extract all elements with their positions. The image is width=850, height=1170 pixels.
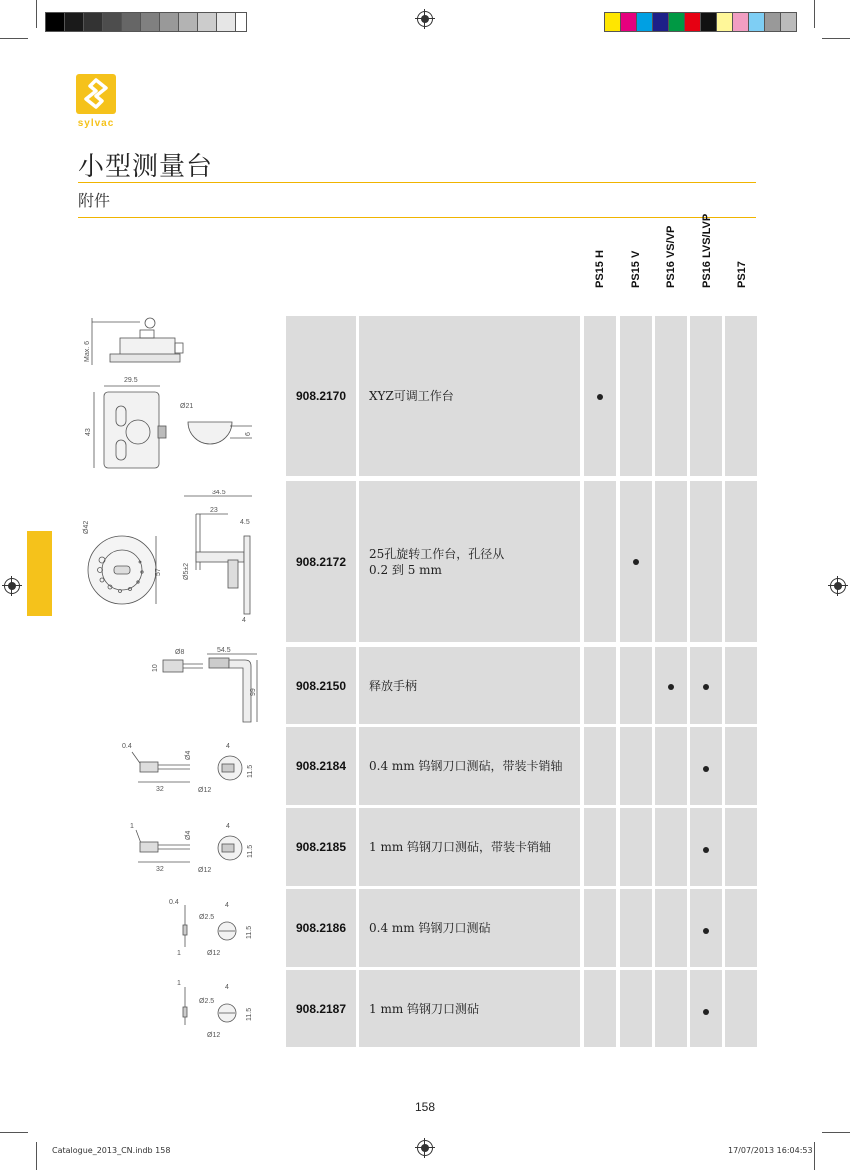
subtitle-rule (78, 217, 756, 218)
compat-cell-ps15h (584, 727, 616, 805)
registration-mark-top (417, 11, 433, 27)
compat-cell-ps15v (620, 316, 652, 476)
dim-label: Ø5±2 (183, 562, 190, 580)
compat-cell-ps15h (584, 970, 616, 1047)
compat-cell-ps15v (620, 970, 652, 1047)
part-description (359, 316, 580, 476)
dim-label: 4.5 (240, 519, 250, 526)
column-header-ps16lvs (689, 213, 725, 300)
dim-label: Ø8 (175, 649, 185, 656)
column-header-ps17 (724, 230, 760, 300)
compatible-dot (703, 1009, 709, 1015)
compatible-dot (703, 928, 709, 934)
compat-cell-ps16lvs (690, 889, 722, 967)
dim-label: 4 (225, 984, 229, 991)
part-description (359, 727, 580, 805)
registration-mark-right (830, 578, 846, 594)
dim-label: 54.5 (217, 647, 231, 654)
compat-cell-ps15v (620, 727, 652, 805)
column-header-ps15h (582, 230, 618, 300)
compat-cell-ps17 (725, 647, 757, 724)
compat-cell-ps16vs (655, 647, 687, 724)
drawing-908-2185 (118, 818, 263, 876)
drawing-908-2186 (165, 895, 260, 959)
page-title: 小型测量台 (78, 152, 214, 182)
compat-cell-ps15h (584, 889, 616, 967)
part-number: 908.2172 (286, 481, 356, 642)
part-description (359, 808, 580, 886)
part-number: 908.2185 (286, 808, 356, 886)
compat-cell-ps16lvs (690, 647, 722, 724)
compatible-dot (703, 766, 709, 772)
dim-label: 57 (155, 568, 162, 576)
dim-label: 32 (156, 866, 164, 873)
drawing-908-2184 (118, 738, 263, 796)
column-label: PS17 (736, 261, 748, 288)
description-line: 25孔旋转工作台，孔径从 (369, 546, 505, 561)
compatible-dot (668, 684, 674, 690)
dim-label: Ø4 (185, 830, 192, 840)
compat-cell-ps16lvs (690, 970, 722, 1047)
compat-cell-ps15v (620, 808, 652, 886)
part-description (359, 889, 580, 967)
compat-cell-ps16vs (655, 481, 687, 642)
compat-cell-ps16vs (655, 316, 687, 476)
description-line: 0.4 mm 钨钢刀口测砧 (369, 921, 491, 935)
compat-cell-ps16lvs (690, 808, 722, 886)
compat-cell-ps15h (584, 808, 616, 886)
description-line: 0.2 到 5 mm (369, 562, 442, 577)
dim-label: 1 (177, 950, 181, 957)
page-subtitle: 附件 (78, 191, 111, 210)
dim-label: Ø12 (198, 787, 212, 794)
dim-label: 11.5 (246, 925, 253, 939)
compat-cell-ps15h (584, 647, 616, 724)
drawing-908-2187 (165, 975, 260, 1041)
compat-cell-ps16vs (655, 808, 687, 886)
part-number: 908.2187 (286, 970, 356, 1047)
dim-label: Ø2.5 (199, 998, 215, 1005)
part-number: 908.2184 (286, 727, 356, 805)
footer-timestamp: 17/07/2013 16:04:53 (728, 1146, 813, 1155)
description-line: 0.4 mm 钨钢刀口测砧，带装卡销轴 (369, 759, 563, 773)
compatible-dot (597, 394, 603, 400)
dim-label: Ø4 (185, 750, 192, 760)
drawing-908-2172 (80, 490, 260, 625)
column-label: PS16 VS/VP (665, 225, 677, 288)
dim-label: 11.5 (247, 764, 254, 778)
dim-label: 4 (226, 743, 230, 750)
footer-file: Catalogue_2013_CN.indb 158 (52, 1146, 171, 1155)
compat-cell-ps16vs (655, 889, 687, 967)
part-description (359, 481, 580, 642)
dim-label: 10 (152, 664, 159, 672)
compat-cell-ps15v (620, 889, 652, 967)
drawing-908-2150 (145, 646, 265, 726)
compat-cell-ps17 (725, 808, 757, 886)
compat-cell-ps17 (725, 889, 757, 967)
dim-label: Ø12 (207, 950, 221, 957)
logo-wordmark: sylvac (77, 118, 115, 129)
dim-label: 29.5 (124, 377, 138, 384)
compatible-dot (633, 559, 639, 565)
part-description (359, 647, 580, 724)
compat-cell-ps17 (725, 727, 757, 805)
dim-label: 4 (225, 902, 229, 909)
compat-cell-ps16vs (655, 727, 687, 805)
dim-label: 1 (130, 823, 134, 830)
dim-label: 32 (156, 786, 164, 793)
description-line: 1 mm 钨钢刀口测砧，带装卡销轴 (369, 840, 552, 854)
description-line: 1 mm 钨钢刀口测砧 (369, 1001, 480, 1016)
description-line: XYZ可调工作台 (369, 389, 454, 403)
compat-cell-ps15h (584, 481, 616, 642)
part-number: 908.2170 (286, 316, 356, 476)
compat-cell-ps15v (620, 647, 652, 724)
compatible-dot (703, 684, 709, 690)
dim-label: 0.4 (169, 899, 179, 906)
description-line: 释放手柄 (369, 678, 418, 693)
compat-cell-ps17 (725, 481, 757, 642)
part-number: 908.2150 (286, 647, 356, 724)
drawing-908-2170 (80, 310, 260, 478)
compat-cell-ps16lvs (690, 316, 722, 476)
compat-cell-ps17 (725, 970, 757, 1047)
dim-label: 34.5 (212, 490, 226, 496)
dim-label: 23 (210, 507, 218, 514)
registration-mark-bottom (417, 1140, 433, 1156)
column-label: PS16 LVS/LVP (701, 213, 713, 288)
dim-label: Ø12 (198, 867, 212, 874)
dim-label: Ø21 (180, 403, 194, 410)
compat-cell-ps17 (725, 316, 757, 476)
column-header-ps16vs (653, 225, 689, 300)
dim-label: Ø12 (207, 1032, 221, 1039)
dim-label: Ø2.5 (199, 914, 215, 921)
column-label: PS15 H (594, 250, 606, 288)
dim-label: Max. 6 (84, 340, 91, 362)
column-header-ps15v (618, 230, 654, 300)
compat-cell-ps16lvs (690, 727, 722, 805)
dim-label: 1 (177, 980, 181, 987)
registration-mark-left (4, 578, 20, 594)
dim-label: 99 (250, 688, 257, 696)
column-label: PS15 V (630, 250, 642, 288)
compat-cell-ps15h (584, 316, 616, 476)
dim-label: 0.4 (122, 743, 132, 750)
dim-label: Ø42 (83, 520, 90, 534)
sylvac-logo (76, 74, 116, 129)
part-number: 908.2186 (286, 889, 356, 967)
compat-cell-ps15v (620, 481, 652, 642)
section-side-tab (27, 531, 52, 616)
compatible-dot (703, 847, 709, 853)
part-description (359, 970, 580, 1047)
dim-label: 11.5 (246, 1007, 253, 1021)
dim-label: 4 (242, 617, 246, 624)
dim-label: 43 (85, 428, 92, 436)
dim-label: 4 (226, 823, 230, 830)
compat-cell-ps16lvs (690, 481, 722, 642)
title-rule (78, 182, 756, 183)
dim-label: 11.5 (247, 844, 254, 858)
page-number: 158 (414, 1100, 436, 1114)
dim-label: 6 (245, 432, 252, 436)
compat-cell-ps16vs (655, 970, 687, 1047)
